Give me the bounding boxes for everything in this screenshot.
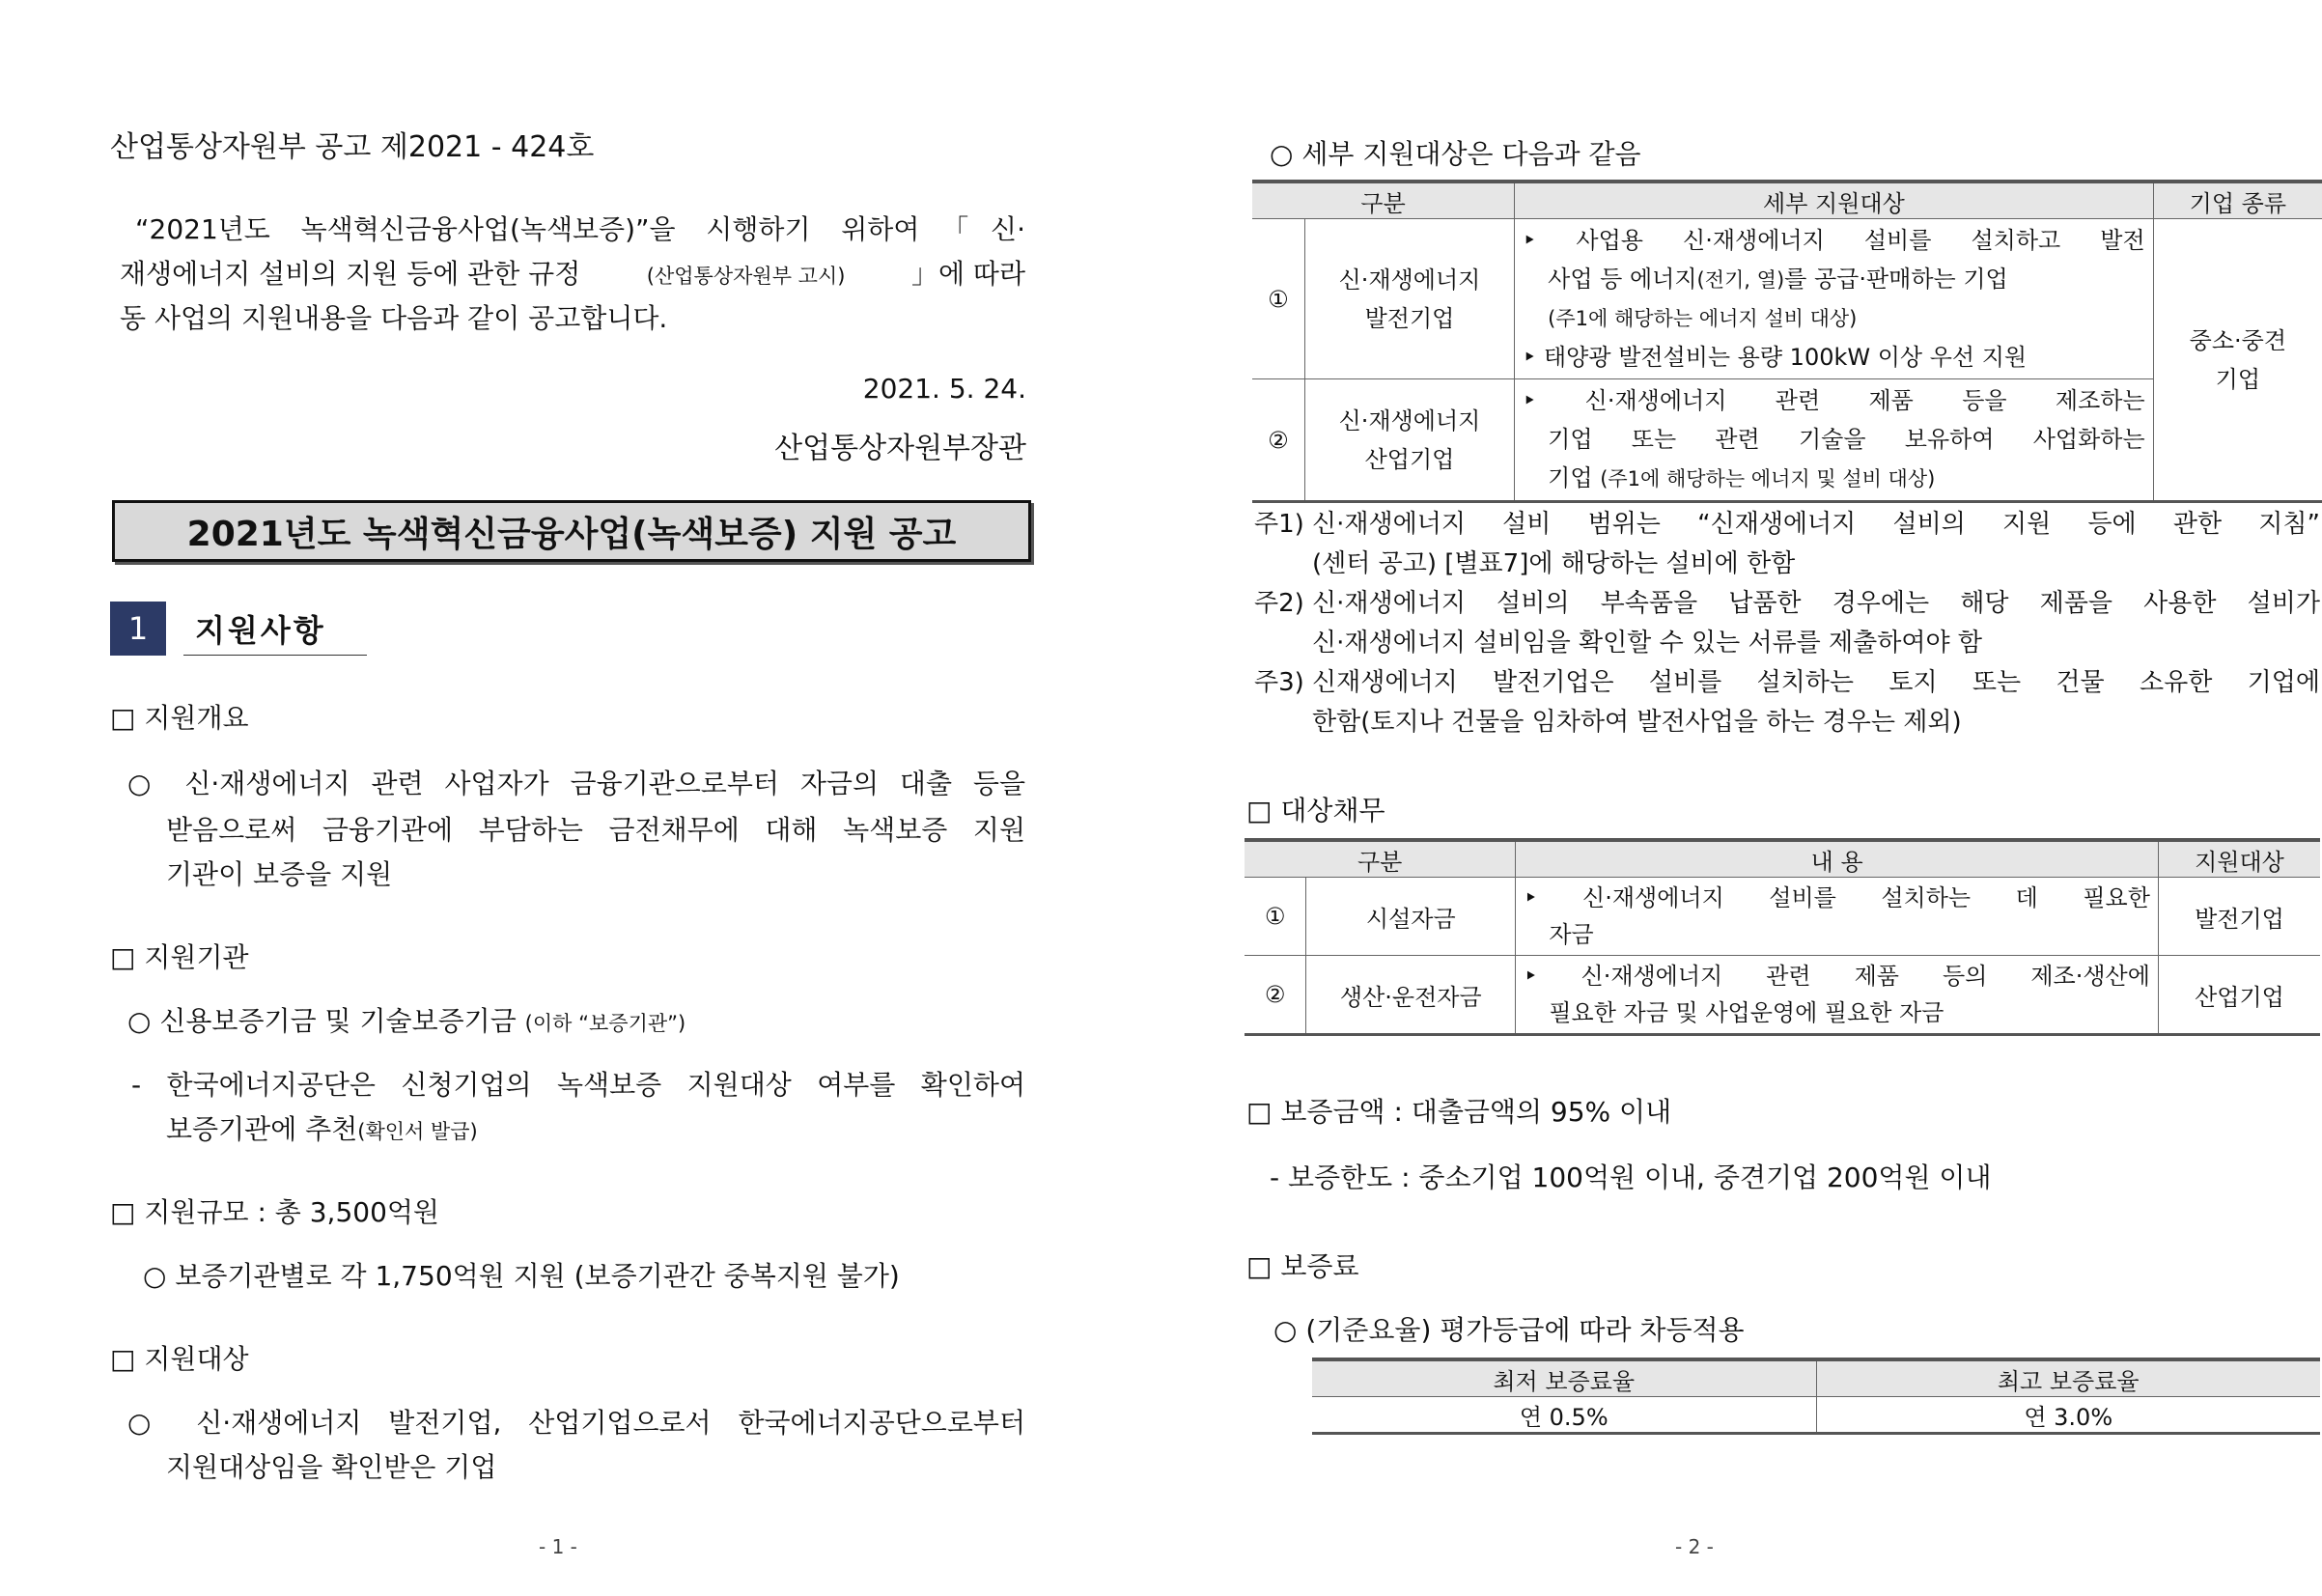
debt-heading: □ 대상채무 — [1246, 795, 1385, 826]
row-detail-line-4: ‣ 태양광 발전설비는 용량 100kW 이상 우선 지원 — [1523, 344, 2028, 371]
row-category-line-2: 산업기업 — [1364, 445, 1455, 473]
intro-line-1 — [135, 209, 1025, 247]
row-number: ② — [1245, 956, 1306, 1035]
row-detail-line-3: (주1에 해당하는 에너지 설비 대상) — [1548, 307, 1858, 330]
min-rate: 연 0.5% — [1312, 1397, 1816, 1434]
scale-heading: □ 지원규모 : 총 3,500억원 — [110, 1196, 439, 1228]
row-detail-line-1: ‣ 사업용 신·재생에너지 설비를 설치하고 발전 — [1523, 227, 2145, 254]
row-number: ① — [1245, 878, 1306, 956]
company-type-line-2: 기업 — [2215, 365, 2261, 393]
target-line-1: ○ 신·재생에너지 발전기업, 산업기업으로서 한국에너지공단으로부터 — [127, 1407, 1025, 1439]
overview-line-3: 기관이 보증을 지원 — [166, 858, 393, 890]
overview-line-1: ○ 신·재생에너지 관련 사업자가 금융기관으로부터 자금의 대출 등을 — [127, 768, 1025, 799]
note-1-label: 주1) — [1254, 510, 1304, 539]
note-1-line-1: 신·재생에너지 설비 범위는 “신재생에너지 설비의 지원 등에 관한 지침” — [1312, 510, 2320, 539]
page-1 — [0, 0, 1128, 1596]
page-number-1: - 1 - — [539, 1535, 577, 1558]
header-category: 구분 — [1245, 840, 1516, 878]
fee-heading: □ 보증료 — [1246, 1250, 1359, 1282]
table-row — [1252, 219, 2322, 379]
page-2 — [1129, 0, 2320, 1596]
intro-line-2 — [120, 253, 1025, 292]
intro-line-1-text: “2021년도 녹색혁신금융사업(녹색보증)”을 시행하기 위하여「신· — [135, 213, 1025, 245]
row-detail — [1515, 379, 2153, 502]
table-row — [1245, 878, 2320, 956]
row-detail-line-2: 기업 또는 관련 기술을 보유하여 사업화하는 — [1548, 426, 2145, 453]
notice-number: 산업통상자원부 공고 제2021 - 424호 — [110, 130, 595, 164]
amount-line-1: - 보증한도 : 중소기업 100억원 이내, 중견기업 200억원 이내 — [1270, 1162, 1992, 1193]
page-number-2: - 2 - — [1675, 1535, 1714, 1558]
note-3-line-2: 한함(토지나 건물을 임차하여 발전사업을 하는 경우는 제외) — [1312, 708, 1962, 737]
note-3-line-1: 신재생에너지 발전기업은 설비를 설치하는 토지 또는 건물 소유한 기업에 — [1312, 668, 2320, 697]
company-type-line-1: 중소·중견 — [2189, 326, 2287, 354]
row-target: 산업기업 — [2158, 956, 2320, 1035]
row-detail-line-3 — [1523, 459, 2144, 498]
agency-line-3-paren: (확인서 발급) — [357, 1120, 478, 1143]
agency-heading: □ 지원기관 — [110, 941, 249, 973]
row-content-line-2: 필요한 자금 및 사업운영에 필요한 자금 — [1549, 999, 1944, 1026]
row-content-line-2: 자금 — [1549, 921, 1594, 948]
detail-heading: ○ 세부 지원대상은 다음과 같음 — [1270, 138, 1641, 170]
agency-line-2: - 한국에너지공단은 신청기업의 녹색보증 지원대상 여부를 확인하여 — [131, 1069, 1025, 1101]
issuer: 산업통상자원부장관 — [774, 432, 1026, 465]
intro-line-2-paren: (산업통상자원부 고시) — [646, 265, 846, 288]
row-detail-line-2-paren: (전기, 열) — [1696, 268, 1785, 292]
table-header-row — [1312, 1359, 2320, 1397]
support-target-table — [1252, 180, 2322, 503]
company-type — [2153, 219, 2322, 502]
header-company-type: 기업 종류 — [2153, 182, 2322, 219]
row-category — [1304, 219, 1514, 379]
intro-line-2-main: 재생에너지 설비의 지원 등에 관한 규정 — [120, 258, 581, 290]
banner-title: 2021년도 녹색혁신금융사업(녹색보증) 지원 공고 — [112, 500, 1031, 562]
row-category-line-1: 신·재생에너지 — [1338, 406, 1481, 434]
agency-line-1 — [127, 1000, 685, 1039]
section-number: 1 — [110, 602, 166, 656]
notice-date: 2021. 5. 24. — [862, 373, 1026, 405]
table-header-row — [1252, 182, 2322, 219]
row-detail-line-2 — [1523, 260, 2144, 299]
scale-line-1: ○ 보증기관별로 각 1,750억원 지원 (보증기관간 중복지원 불가) — [143, 1260, 900, 1292]
note-2-line-1: 신·재생에너지 설비의 부속품을 납품한 경우에는 해당 제품을 사용한 설비가 — [1312, 589, 2320, 618]
row-detail-line-2-main: 사업 등 에너지 — [1548, 266, 1697, 293]
header-target: 지원대상 — [2158, 840, 2320, 878]
section-underline — [183, 655, 367, 656]
row-detail-line-3-paren: (주1에 해당하는 에너지 및 설비 대상) — [1600, 467, 1936, 490]
header-min-rate: 최저 보증료율 — [1312, 1359, 1816, 1397]
overview-heading: □ 지원개요 — [110, 702, 249, 734]
note-2-line-2: 신·재생에너지 설비임을 확인할 수 있는 서류를 제출하여야 함 — [1312, 629, 1983, 658]
overview-line-2: 받음으로써 금융기관에 부담하는 금전채무에 대해 녹색보증 지원 — [166, 814, 1025, 846]
table-header-row — [1245, 840, 2320, 878]
table-row — [1245, 956, 2320, 1035]
amount-heading: □ 보증금액 : 대출금액의 95% 이내 — [1246, 1096, 1672, 1128]
header-category: 구분 — [1252, 182, 1515, 219]
row-content-line-1: ‣ 신·재생에너지 관련 제품 등의 제조·생산에 — [1524, 963, 2150, 990]
row-category-line-2: 발전기업 — [1364, 304, 1455, 332]
row-category-line-1: 신·재생에너지 — [1338, 266, 1481, 294]
row-detail-line-2-end: 를 공급·판매하는 기업 — [1784, 266, 2008, 293]
target-line-2: 지원대상임을 확인받은 기업 — [166, 1451, 497, 1483]
agency-line-1-main: ○ 신용보증기금 및 기술보증기금 — [127, 1005, 517, 1037]
row-content — [1516, 878, 2159, 956]
row-category — [1304, 379, 1514, 502]
target-heading: □ 지원대상 — [110, 1343, 249, 1375]
row-category: 생산·운전자금 — [1306, 956, 1516, 1035]
note-1-line-2: (센터 공고) [별표7]에 해당하는 설비에 한함 — [1312, 549, 1796, 578]
target-debt-table — [1245, 838, 2320, 1036]
row-category: 시설자금 — [1306, 878, 1516, 956]
row-detail-line-3-main: 기업 — [1548, 464, 1593, 491]
row-number: ① — [1252, 219, 1304, 379]
section-title: 지원사항 — [195, 612, 326, 649]
row-content-line-1: ‣ 신·재생에너지 설비를 설치하는 데 필요한 — [1524, 884, 2150, 911]
table-row — [1312, 1397, 2320, 1434]
intro-line-2-end: 」에 따라 — [910, 258, 1025, 290]
note-2-label: 주2) — [1254, 589, 1304, 618]
row-target: 발전기업 — [2158, 878, 2320, 956]
row-content — [1516, 956, 2159, 1035]
fee-line-1: ○ (기준요율) 평가등급에 따라 차등적용 — [1273, 1314, 1745, 1346]
intro-line-3: 동 사업의 지원내용을 다음과 같이 공고합니다. — [120, 302, 668, 334]
agency-line-3-main: 보증기관에 추천 — [166, 1113, 358, 1145]
row-number: ② — [1252, 379, 1304, 502]
max-rate: 연 3.0% — [1816, 1397, 2320, 1434]
agency-line-1-paren: (이하 “보증기관”) — [524, 1012, 686, 1035]
header-detail: 세부 지원대상 — [1515, 182, 2153, 219]
header-max-rate: 최고 보증료율 — [1816, 1359, 2320, 1397]
header-content: 내 용 — [1516, 840, 2159, 878]
row-detail-line-1: ‣ 신·재생에너지 관련 제품 등을 제조하는 — [1523, 387, 2145, 414]
fee-rate-table — [1312, 1358, 2320, 1435]
row-detail — [1515, 219, 2153, 379]
agency-line-3 — [166, 1108, 478, 1147]
note-3-label: 주3) — [1254, 668, 1304, 697]
